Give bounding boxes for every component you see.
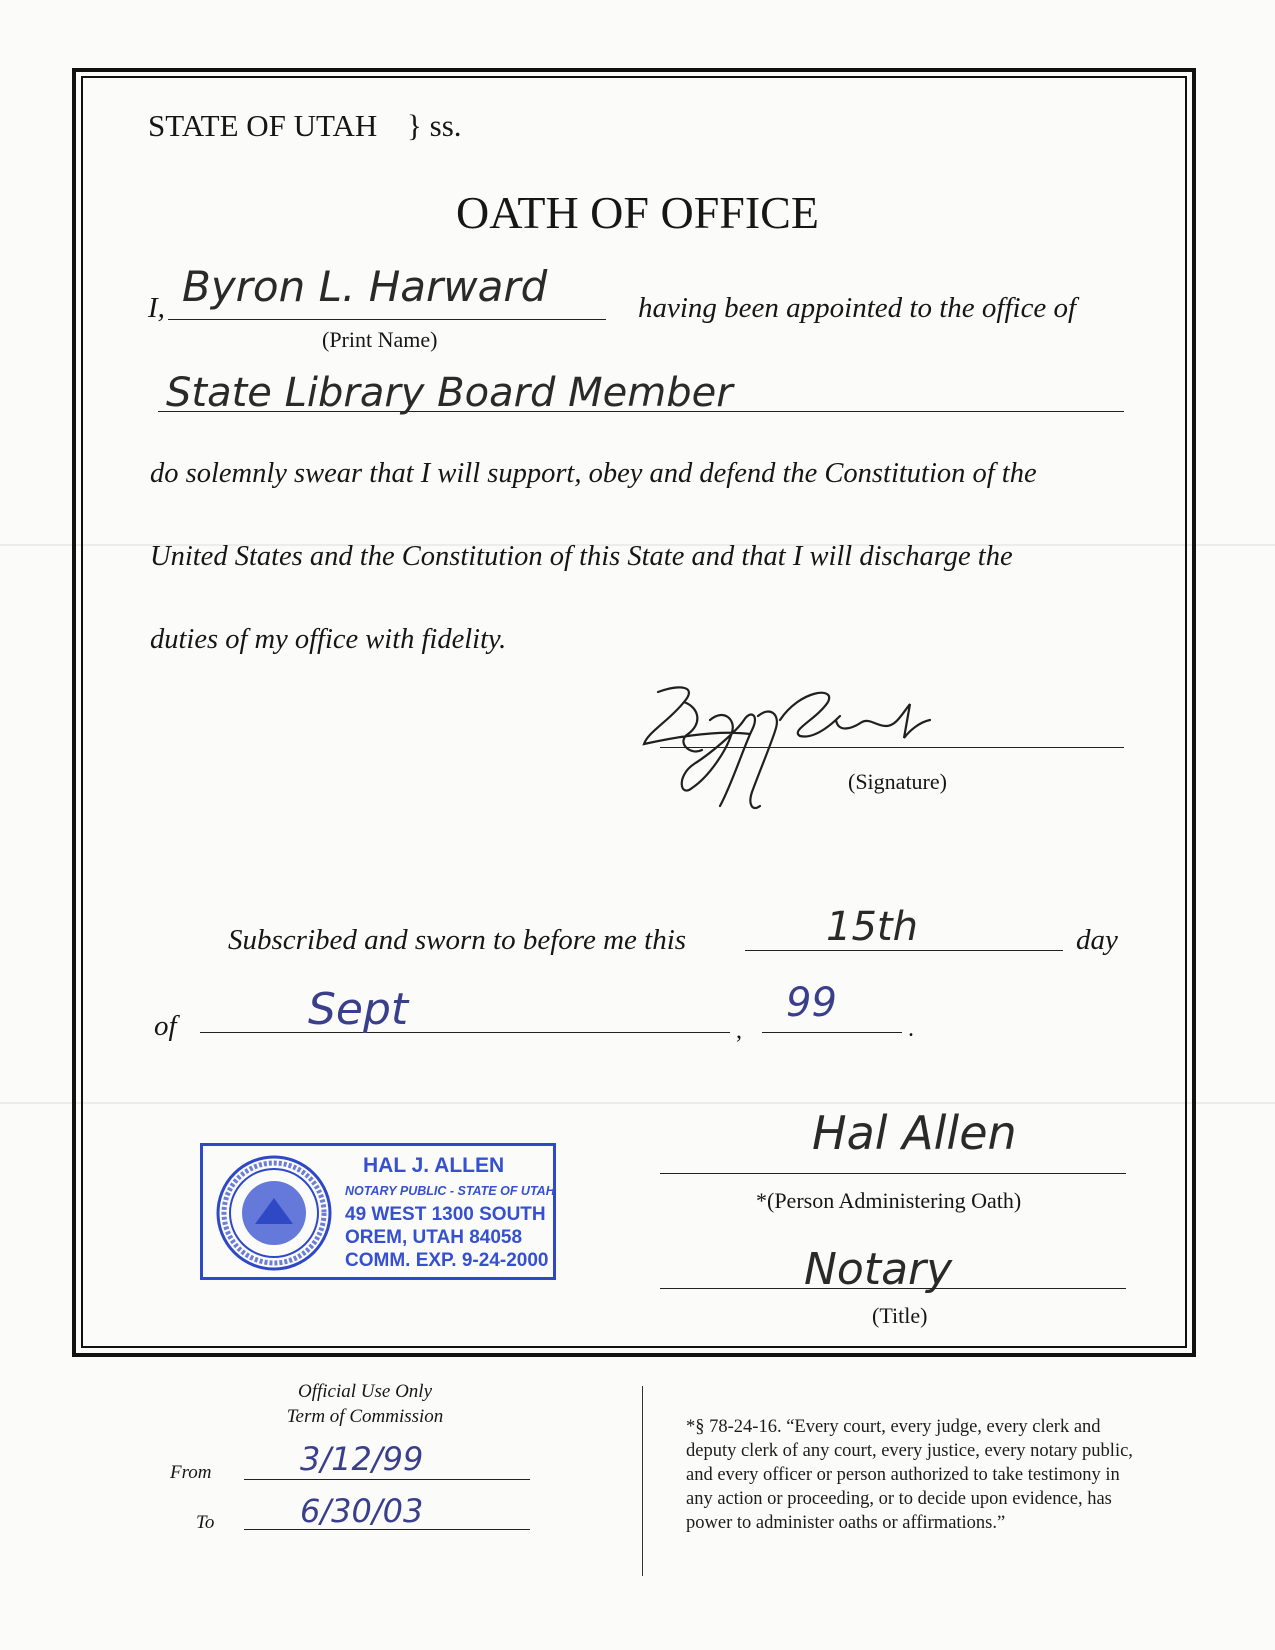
to-value: 6/30/03	[300, 1492, 424, 1530]
from-value: 3/12/99	[300, 1440, 424, 1478]
office-handwritten: State Library Board Member	[166, 370, 733, 416]
oath-body-line-3: duties of my office with fidelity.	[150, 624, 507, 655]
stamp-notary-public: NOTARY PUBLIC - STATE OF UTAH	[345, 1184, 555, 1198]
stamp-city: OREM, UTAH 84058	[345, 1227, 523, 1248]
year-period: .	[908, 1016, 914, 1042]
month-handwritten: Sept	[308, 984, 409, 1035]
statute-line-4: any action or proceeding, or to decide upon evidence, has	[686, 1489, 1112, 1509]
of-word: of	[154, 1010, 177, 1042]
ss-mark: } ss.	[407, 108, 462, 143]
year-line	[762, 1032, 902, 1033]
administering-line	[660, 1173, 1126, 1174]
title-line	[660, 1288, 1126, 1289]
name-line	[168, 319, 606, 320]
year-handwritten: 99	[786, 980, 837, 1026]
day-handwritten: 15th	[826, 904, 918, 950]
appointed-text: having been appointed to the office of	[638, 292, 1077, 324]
notary-seal-icon	[215, 1154, 333, 1272]
oath-body-line-2: United States and the Constitution of this State and that I will discharge the	[150, 541, 1013, 572]
document-title: OATH OF OFFICE	[456, 187, 819, 238]
stamp-street: 49 WEST 1300 SOUTH	[345, 1204, 546, 1225]
oath-prefix: I,	[148, 292, 165, 324]
statute-line-2: deputy clerk of any court, every justice, every notary public,	[686, 1441, 1133, 1461]
subscribed-text: Subscribed and sworn to before me this	[228, 924, 687, 956]
administering-signature-handwritten: Hal Allen	[812, 1106, 1017, 1160]
from-label: From	[170, 1462, 212, 1483]
month-comma: ,	[736, 1018, 742, 1044]
name-caption: (Print Name)	[322, 327, 438, 352]
signature-line	[660, 747, 1124, 748]
official-use-heading: Official Use Only	[297, 1381, 433, 1402]
day-line	[745, 950, 1063, 951]
day-word: day	[1076, 924, 1118, 956]
notary-stamp	[200, 1143, 556, 1280]
signature-caption: (Signature)	[848, 769, 947, 794]
statute-line-5: power to administer oaths or affirmations.”	[686, 1513, 1006, 1533]
to-label: To	[196, 1512, 215, 1533]
name-handwritten: Byron L. Harward	[182, 262, 548, 311]
statute-note	[686, 1415, 1206, 1535]
state-heading	[148, 108, 462, 144]
stamp-notary-name: HAL J. ALLEN	[363, 1154, 505, 1177]
oath-taker-signature	[640, 680, 980, 820]
statute-line-1: *§ 78-24-16. “Every court, every judge, every clerk and	[686, 1417, 1101, 1437]
title-handwritten: Notary	[804, 1244, 953, 1295]
oath-body-line-1: do solemnly swear that I will support, obey and defend the Constitution of the	[150, 458, 1037, 489]
statute-line-3: and every officer or person authorized to take testimony in	[686, 1465, 1120, 1485]
stamp-commission-expiry: COMM. EXP. 9-24-2000	[345, 1250, 549, 1271]
footer-divider	[642, 1386, 643, 1576]
term-of-commission-heading: Term of Commission	[286, 1406, 444, 1427]
state-name: STATE OF UTAH	[148, 108, 378, 143]
title-caption: (Title)	[872, 1303, 928, 1328]
administering-caption: *(Person Administering Oath)	[756, 1188, 1022, 1213]
month-line	[200, 1032, 730, 1033]
from-line	[244, 1479, 530, 1480]
